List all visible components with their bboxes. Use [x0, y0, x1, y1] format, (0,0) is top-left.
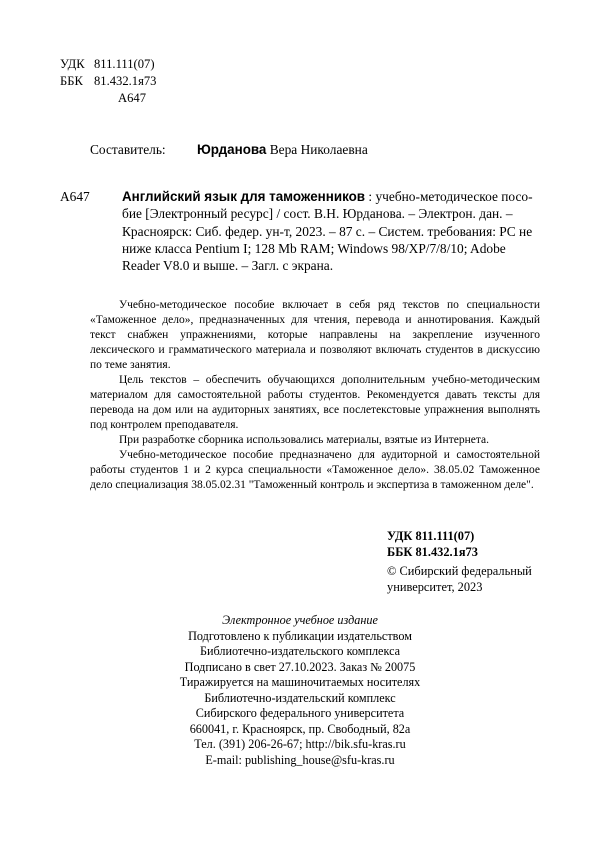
- catalog-entry: [60, 188, 540, 274]
- classification-codes: [60, 56, 156, 107]
- imprint-line: Тиражируется на машиночитаемых носителях: [179, 675, 421, 689]
- compiler-surname: Юрданова: [197, 142, 267, 157]
- catalog-line-4: ниже класса Pentium I; 128 Mb RAM; Windows 98/XP/7/8/10; Adobe: [122, 240, 506, 256]
- book-title: Английский язык для таможенников: [122, 189, 366, 204]
- udc-code: 811.111(07): [94, 57, 155, 71]
- abstract-paragraph: Учебно-методическое пособие предназначено для аудиторной и самостоятельной работы студентов 1 и 2 курса специальности «Таможенное дело». 38.05.02 Таможенное дело специализация 38.05.02.31 "Таможенный контроль и экспертиза в таможенном деле".: [90, 449, 540, 491]
- udc-bottom: [387, 529, 478, 560]
- bbk-label: ББК: [60, 74, 83, 88]
- imprint-line: Библиотечно-издательский комплекс: [204, 690, 396, 705]
- catalog-line-5: Reader V8.0 и выше. – Загл. с экрана.: [122, 258, 334, 274]
- compiler-label: Составитель:: [90, 142, 166, 157]
- edition-type: Электронное учебное издание: [222, 613, 378, 627]
- bbk-bottom-code: ББК 81.432.1я73: [387, 544, 478, 559]
- abstract-paragraph: Учебно-методическое пособие включает в себя ряд текстов по специальности «Таможенное дело», предназначенных для чтения, перевода и аннотирования. Каждый текст снабжен упражнениями, которые направлены на закрепление изученного лексического и грамматического материала и позволяют включать студентов в дискуссию по теме занятия.: [90, 299, 540, 371]
- abstract-paragraph: При разработке сборника использовались материалы, взятые из Интернета.: [119, 434, 489, 446]
- udc-label: УДК: [60, 57, 85, 71]
- imprint: [150, 613, 450, 768]
- imprint-line: Тел. (391) 206-26-67; http://bik.sfu-kras.ru: [194, 737, 406, 751]
- imprint-line: E-mail: publishing_house@sfu-kras.ru: [205, 752, 395, 767]
- catalog-code: А647: [60, 189, 90, 204]
- abstract: [90, 298, 540, 493]
- author-mark: А647: [118, 91, 146, 105]
- copyright-line-1: © Сибирский федеральный: [387, 564, 532, 578]
- udc-bottom-code: УДК 811.111(07): [387, 529, 475, 543]
- imprint-line: Библиотечно-издательского комплекса: [199, 644, 401, 658]
- catalog-text: [122, 188, 540, 274]
- abstract-paragraph: Цель текстов – обеспечить обучающихся дополнительным учебно-методическим материалом для самостоятельной работы студентов. Рекомендуется давать тексты для перевода на дом или на аудиторных занятиях, все послетекстовые упражнения выполнять под контролем преподавателя.: [90, 374, 540, 431]
- catalog-line-3: Красноярск: Сиб. федер. ун-т, 2023. – 87 с. – Систем. требования: PC не: [122, 223, 533, 239]
- copyright-line-2: университет, 2023: [387, 579, 483, 594]
- imprint-line: Подготовлено к публикации издательством: [188, 628, 412, 643]
- compiler-line: [90, 142, 368, 158]
- compiler-given-names: Вера Николаевна: [269, 142, 368, 157]
- imprint-line: Подписано в свет 27.10.2023. Заказ № 20075: [184, 659, 416, 674]
- catalog-line-2: бие [Электронный ресурс] / сост. В.Н. Юрданова. – Электрон. дан. –: [122, 206, 513, 222]
- copyright: [387, 564, 537, 595]
- catalog-line-1: : учебно-методическое посо-: [365, 189, 533, 204]
- imprint-line: 660041, г. Красноярск, пр. Свободный, 82а: [189, 721, 411, 736]
- imprint-line: Сибирского федерального университета: [195, 706, 405, 720]
- bbk-code: 81.432.1я73: [94, 74, 157, 88]
